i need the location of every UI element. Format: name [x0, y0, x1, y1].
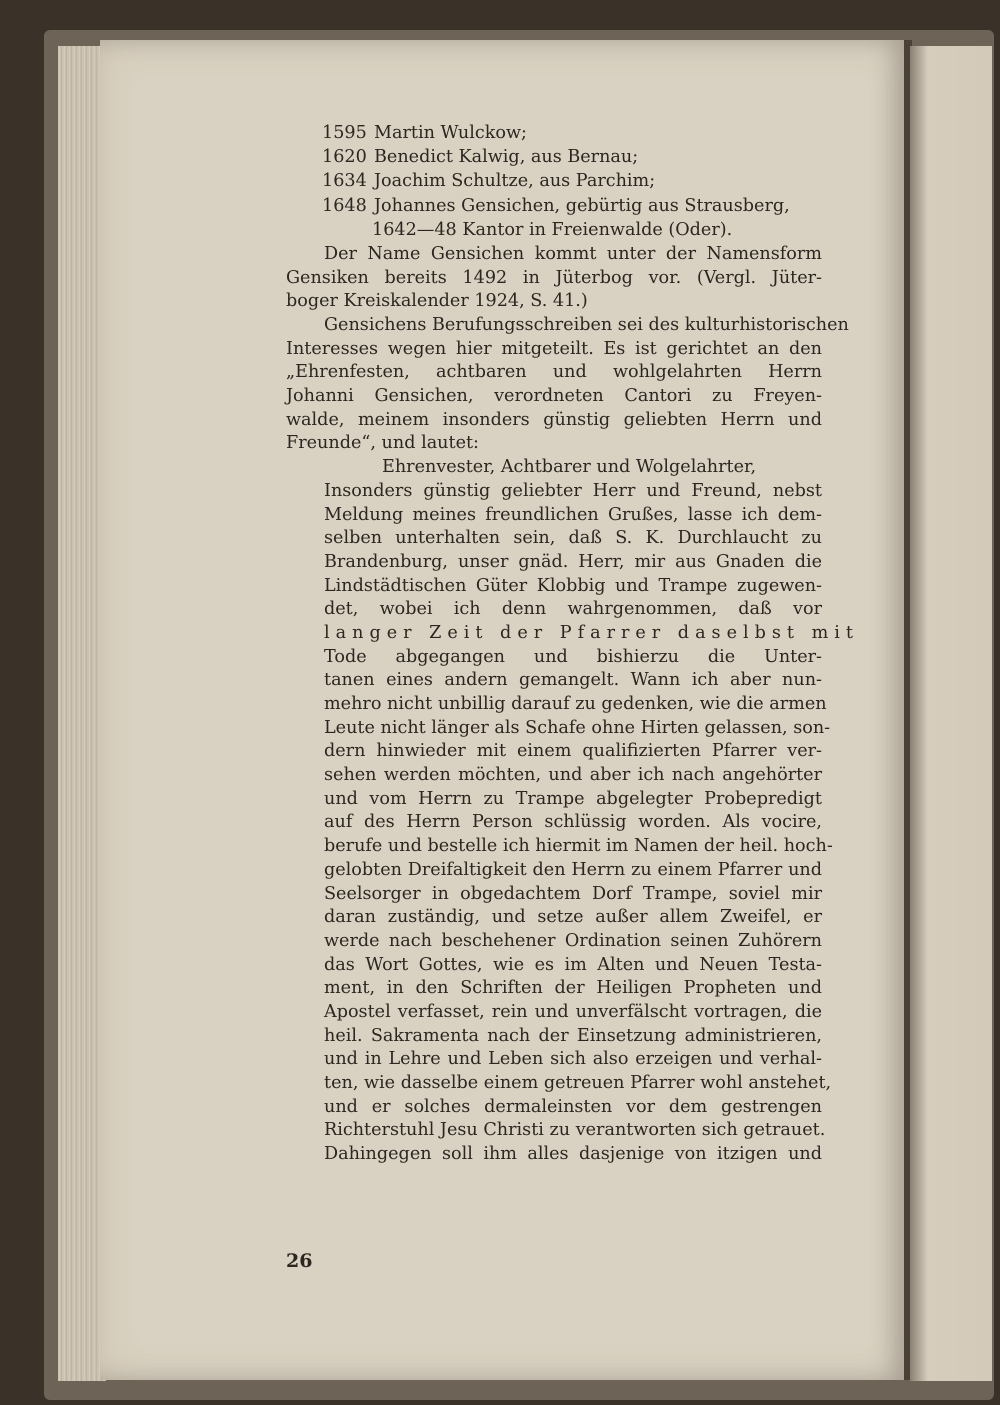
spaced-text-line: langer Zeit der Pfarrer daselbst mit	[324, 622, 859, 643]
text-line: Meldung meines freundlichen Grußes, lasse ich dem-	[324, 504, 822, 525]
page-text	[286, 122, 859, 1167]
text-line: Gensiken bereits 1492 in Jüterbog vor. (Vergl. Jüter-	[286, 267, 822, 288]
salutation: Ehrenvester, Achtbarer und Wolgelahrter,	[382, 457, 757, 478]
list-item: 1620 Benedict Kalwig, aus Bernau;	[322, 147, 639, 168]
text-line: heil. Sakramenta nach der Einsetzung administrieren,	[324, 1025, 822, 1046]
text-line: Freunde“, und lautet:	[286, 433, 479, 454]
pastor-list	[286, 122, 822, 243]
facing-page	[910, 46, 992, 1381]
text-line: werde nach beschehener Ordination seinen Zuhörern	[324, 930, 822, 951]
text-line: Johanni Gensichen, verordneten Cantori zu Freyen-	[286, 386, 822, 407]
list-item: 1648 Johannes Gensichen, gebürtig aus Strausberg,	[322, 195, 790, 216]
paragraph-name-origin	[286, 243, 822, 314]
list-item: 1642—48 Kantor in Freienwalde (Oder).	[372, 219, 733, 240]
text-line: boger Kreiskalender 1924, S. 41.)	[286, 291, 588, 312]
text-line: „Ehrenfesten, achtbaren und wohlgelahrten Herrn	[286, 362, 822, 383]
paragraph-intro	[286, 314, 849, 456]
text-line: Dahingegen soll ihm alles dasjenige von itzigen und	[324, 1144, 822, 1165]
list-item: 1634 Joachim Schultze, aus Parchim;	[322, 171, 656, 192]
text-line: selben unterhalten sein, daß S. K. Durchlaucht zu	[324, 528, 822, 549]
text-line: gelobten Dreifaltigkeit den Herrn zu einem Pfarrer und	[324, 859, 822, 880]
text-line: Richterstuhl Jesu Christi zu verantworten sich getrauet.	[324, 1120, 826, 1141]
list-item: 1595 Martin Wulckow;	[322, 123, 527, 143]
page-edges	[58, 46, 106, 1381]
text-line: berufe und bestelle ich hiermit im Namen der heil. hoch-	[324, 836, 833, 857]
text-line: Insonders günstig geliebter Herr und Freund, nebst	[324, 480, 822, 501]
text-line: sehen werden möchten, und aber ich nach angehörter	[324, 765, 822, 786]
text-line: daran zuständig, und setze außer allem Zweifel, er	[324, 907, 822, 928]
text-line: ten, wie dasselbe einem getreuen Pfarrer wohl anstehet,	[324, 1073, 832, 1093]
text-line: Brandenburg, unser gnäd. Herr, mir aus Gnaden die	[324, 551, 822, 572]
text-line: und in Lehre und Leben sich also erzeigen und verhal-	[324, 1049, 822, 1070]
text-line: Seelsorger in obgedachtem Dorf Trampe, soviel mir	[324, 883, 822, 904]
text-line: tanen eines andern gemangelt. Wann ich aber nun-	[324, 670, 822, 691]
text-line: ment, in den Schriften der Heiligen Propheten und	[324, 978, 822, 999]
appointment-letter	[286, 456, 859, 1167]
text-line: det, wobei ich denn wahrgenommen, daß vor	[324, 599, 822, 620]
text-line: Apostel verfasset, rein und unverfälscht vortragen, die	[324, 1001, 822, 1022]
text-line: walde, meinem insonders günstig geliebten Herrn und	[286, 409, 822, 430]
text-line: auf des Herrn Person schlüssig worden. Als vocire,	[324, 812, 822, 833]
text-line: das Wort Gottes, wie es im Alten und Neuen Testa-	[324, 954, 822, 975]
text-line: und vom Herrn zu Trampe abgelegter Probepredigt	[324, 788, 822, 809]
text-line: und er solches dermaleinsten vor dem gestrengen	[324, 1096, 822, 1117]
text-line: Der Name Gensichen kommt unter der Namensform	[324, 243, 822, 264]
text-line: dern hinwieder mit einem qualifizierten Pfarrer ver-	[324, 741, 822, 762]
text-line: Leute nicht länger als Schafe ohne Hirten gelassen, son-	[324, 717, 831, 738]
text-line: Tode abgegangen und bishierzu die Unter-	[324, 646, 822, 667]
text-line: Lindstädtischen Güter Klobbig und Trampe zugewen-	[324, 575, 822, 596]
text-line: mehro nicht unbillig darauf zu gedenken, wie die armen	[324, 694, 827, 714]
text-line: Interesses wegen hier mitgeteilt. Es ist gerichtet an den	[286, 338, 822, 359]
page-number: 26	[286, 1250, 313, 1272]
text-line: Gensichens Berufungsschreiben sei des kulturhistorischen	[324, 315, 849, 335]
